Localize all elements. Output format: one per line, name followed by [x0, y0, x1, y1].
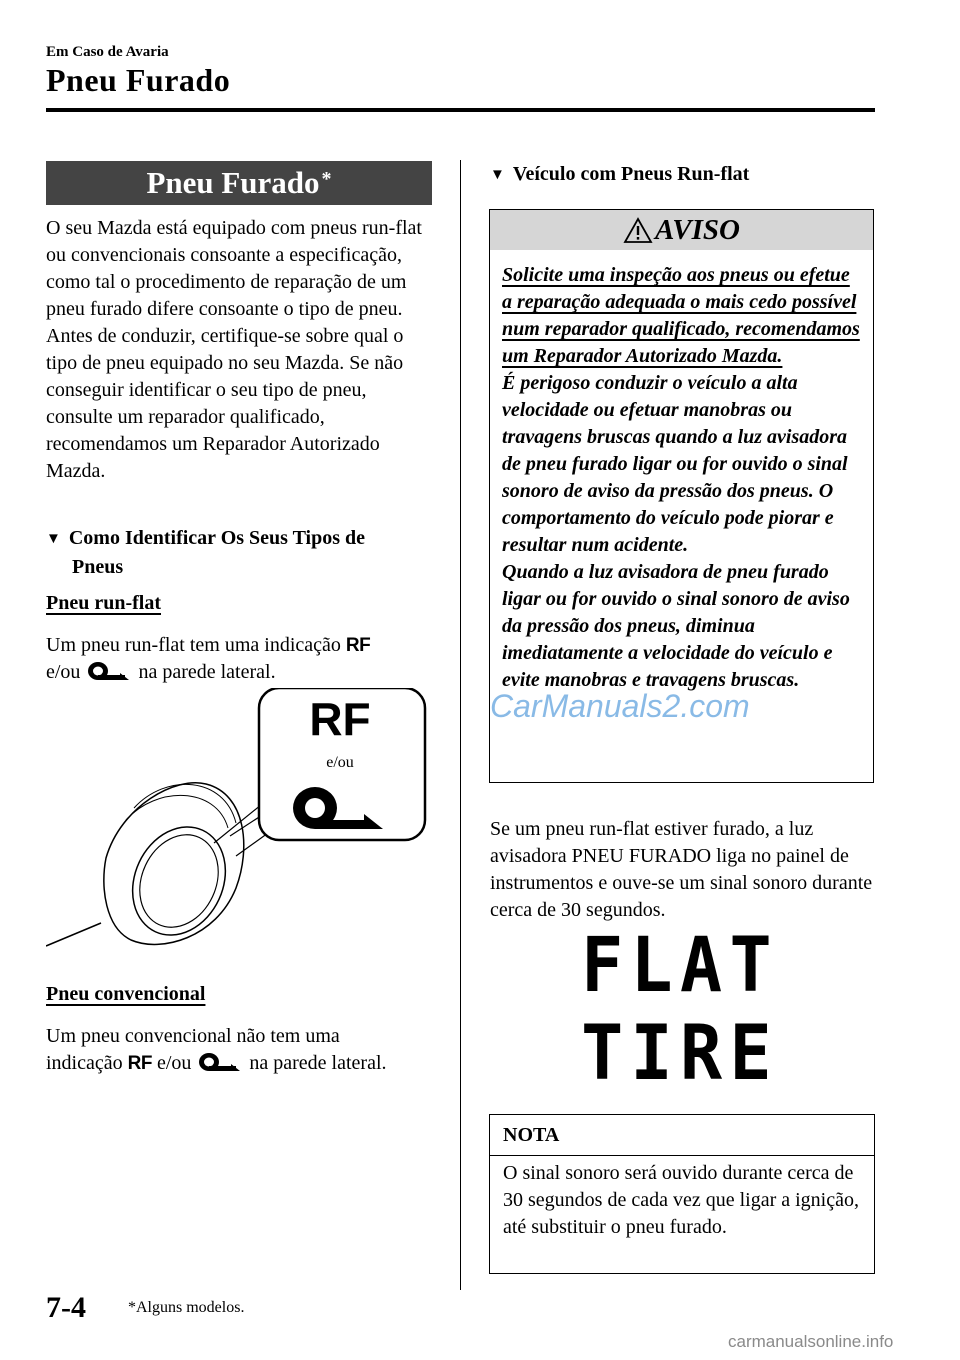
section-title: Pneu Furado [146, 165, 320, 200]
footnote: *Alguns modelos. [128, 1299, 245, 1316]
triangle-down-icon: ▼ [490, 167, 505, 183]
warning-header [490, 210, 873, 250]
display-line-2: TIRE [581, 1008, 779, 1097]
note-body: O sinal sonoro será ouvido durante cerca de 30 segundos de cada vez que ligar a ignição, até substituir o pneu furado. [503, 1162, 859, 1238]
intro-paragraph: O seu Mazda está equipado com pneus run-flat ou convencionais consoante a especificação, como tal o procedimento de reparação de um pneu furado difere consoante o tipo de pneu. Antes de conduzir, certifique-se sobre qual o tipo de pneu equipado no seu Mazda. Se não conseguir identificar o seu tipo de pneu, consulte um reparador qualificado, recomendamos um Reparador Autorizado Mazda. [46, 217, 422, 482]
runflat-paragraph [46, 632, 436, 686]
identify-heading-line2: Pneus [72, 556, 124, 578]
runflat-text-3: na parede lateral. [138, 661, 276, 683]
conventional-paragraph [46, 1023, 436, 1077]
section-label: Em Caso de Avaria [46, 44, 169, 60]
runflat-text-2: e/ou [46, 661, 81, 683]
flat-tire-display [540, 920, 820, 1097]
illustration-rf-label: RF [309, 693, 371, 745]
warning-paragraph-3: Quando a luz avisadora de pneu furado ligar ou for ouvido o sinal sonoro de aviso da pressão dos pneus, diminua imediatamente a velocidade do veículo e evite manobras e travagens bruscas. [502, 561, 850, 691]
title-asterisk: * [321, 167, 332, 190]
warning-underlined-text: Solicite uma inspeção aos pneus ou efetue a reparação adequada o mais cedo possível num reparador qualificado, recomendamos um Reparador Autorizado Mazda. [502, 264, 860, 367]
page-number: 7-4 [46, 1291, 86, 1324]
warning-triangle-icon [623, 217, 653, 244]
runflat-vehicle-heading [490, 161, 870, 190]
runflat-subheading: Pneu run-flat [46, 592, 161, 614]
column-divider [460, 160, 461, 1290]
header-rule [46, 108, 875, 112]
warning-paragraph-2: É perigoso conduzir o veículo a alta velocidade ou efetuar manobras ou travagens bruscas quando a luz avisadora de pneu furado ligar ou for ouvido o sinal sonoro de aviso da pressão dos pneus. O comportamento do veículo pode piorar e resultar num acidente. [502, 372, 848, 556]
triangle-down-icon: ▼ [46, 531, 61, 547]
display-line-1: FLAT [581, 920, 779, 1009]
conv-text-1: Um pneu convencional não tem uma [46, 1025, 340, 1047]
tire-sidewall-illustration [46, 688, 430, 960]
note-title: NOTA [490, 1115, 874, 1156]
watermark-bottom: carmanualsonline.info [728, 1332, 894, 1351]
runflat-tire-icon [87, 661, 131, 681]
runflat-text-1: Um pneu run-flat tem uma indicação [46, 634, 341, 656]
conventional-subheading: Pneu convencional [46, 983, 206, 1005]
warning-title: AVISO [655, 213, 740, 246]
illustration-eou-label: e/ou [326, 754, 354, 771]
watermark-mid: CarManuals2.com [490, 688, 750, 724]
section-title-box [46, 161, 432, 205]
runflat-tire-icon [198, 1052, 242, 1072]
identify-heading [46, 525, 436, 581]
identify-heading-line1: Como Identificar Os Seus Tipos de [68, 527, 366, 549]
note-box [489, 1114, 875, 1274]
conv-text-2: indicação [46, 1052, 123, 1074]
conv-text-3: e/ou [156, 1052, 192, 1074]
conv-text-4: na parede lateral. [249, 1052, 387, 1074]
rf-mark-icon: RF [345, 635, 371, 656]
runflat-vehicle-heading-text: Veículo com Pneus Run-flat [512, 163, 750, 185]
page-header-title: Pneu Furado [46, 62, 231, 98]
rf-mark-icon: RF [127, 1053, 152, 1074]
flat-tire-paragraph: Se um pneu run-flat estiver furado, a luz avisadora PNEU FURADO liga no painel de instrumentos e ouve-se um sinal sonoro durante cerca de 30 segundos. [490, 818, 873, 921]
warning-body [502, 262, 860, 694]
